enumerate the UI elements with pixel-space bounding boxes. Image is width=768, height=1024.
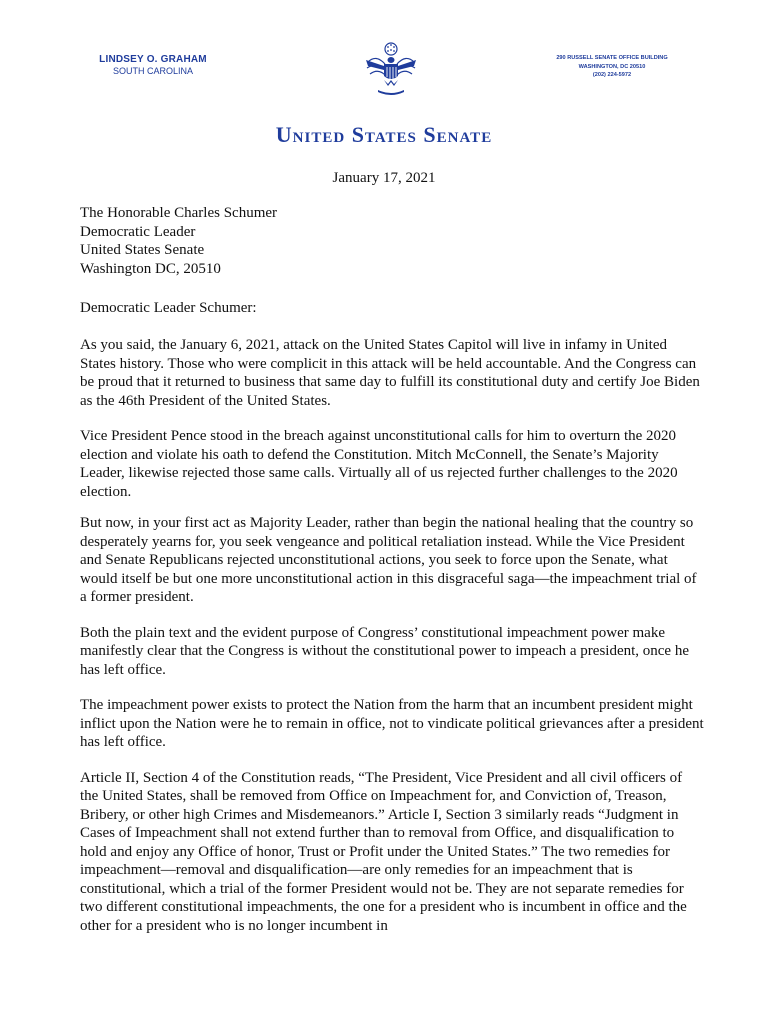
body-paragraph: But now, in your first act as Majority Leader, rather than begin the national healing that the country so desperately yearns for, you seek vengeance and political retaliation instead. While the Vice President and Senate Republicans rejected unconstitutional actions, you seek to force upon the Senate, what would itself be but one more unconstitutional action in this disgraceful saga—the impeachment trial of a former president. xyxy=(80,515,697,605)
office-address xyxy=(552,54,672,80)
body-paragraph: The impeachment power exists to protect the Nation from the harm that an incumbent president might inflict upon the Nation were he to remain in office, not to vindicate political grievances after a president has left office. xyxy=(80,697,704,750)
body-paragraph: As you said, the January 6, 2021, attack on the United States Capitol will live in infamy in United States history. Those who were complicit in this attack will be held accountable. And the Congress can be proud that it returned to business that same day to fulfill its constitutional duty and certify Joe Biden as the 46th President of the United States. xyxy=(80,337,700,409)
recipient-line: Washington DC, 20510 xyxy=(80,260,221,277)
body-paragraph: Article II, Section 4 of the Constitution reads, “The President, Vice President and all civil officers of the United States, shall be removed from Office on Impeachment for, and Conviction of, Treason, Bribery, or other high Crimes and Misdemeanors.” Article I, Section 3 similarly reads “Judgment in Cases of Impeachment shall not extend further than to removal from Office, and disqualification to hold and enjoy any Office of honor, Trust or Profit under the United States.” The two remedies for impeachment—removal and disqualification—are only remedies for an impeachment that is constitutional, which a trial of the former President would not be. They are not separate remedies for two different constitutional impeachments, the one for a president who is incumbent in office and the other for a president who is no longer incumbent in xyxy=(80,769,687,934)
senator-name: LINDSEY O. GRAHAM xyxy=(99,54,207,65)
office-address-line: WASHINGTON, DC 20510 xyxy=(578,63,646,70)
office-phone: (202) 224-5972 xyxy=(592,72,632,78)
salutation: Democratic Leader Schumer: xyxy=(80,300,257,316)
senate-title: United States Senate xyxy=(275,122,493,147)
letterhead-sender xyxy=(88,54,218,76)
great-seal-eagle-icon xyxy=(364,40,418,96)
recipient-line: The Honorable Charles Schumer xyxy=(80,205,278,221)
letter-date: January 17, 2021 xyxy=(332,170,436,186)
body-paragraph: Both the plain text and the evident purpose of Congress’ constitutional impeachment power make manifestly clear that the Congress is without the constitutional power to impeach a president, once he has left office. xyxy=(80,624,690,678)
letter-body xyxy=(80,336,704,952)
recipient-address xyxy=(80,204,277,278)
senator-state: SOUTH CAROLINA xyxy=(112,66,193,76)
office-address-line: 290 RUSSELL SENATE OFFICE BUILDING xyxy=(556,55,668,61)
body-paragraph: Vice President Pence stood in the breach against unconstitutional calls for him to overturn the 2020 election and violate his oath to defend the Constitution. Mitch McConnell, the Senate’s Majority Leader, likewise rejected those same calls. Virtually all of us rejected further challenges to the 2020 election. xyxy=(80,428,678,500)
recipient-line: United States Senate xyxy=(80,242,205,258)
recipient-line: Democratic Leader xyxy=(80,223,196,240)
